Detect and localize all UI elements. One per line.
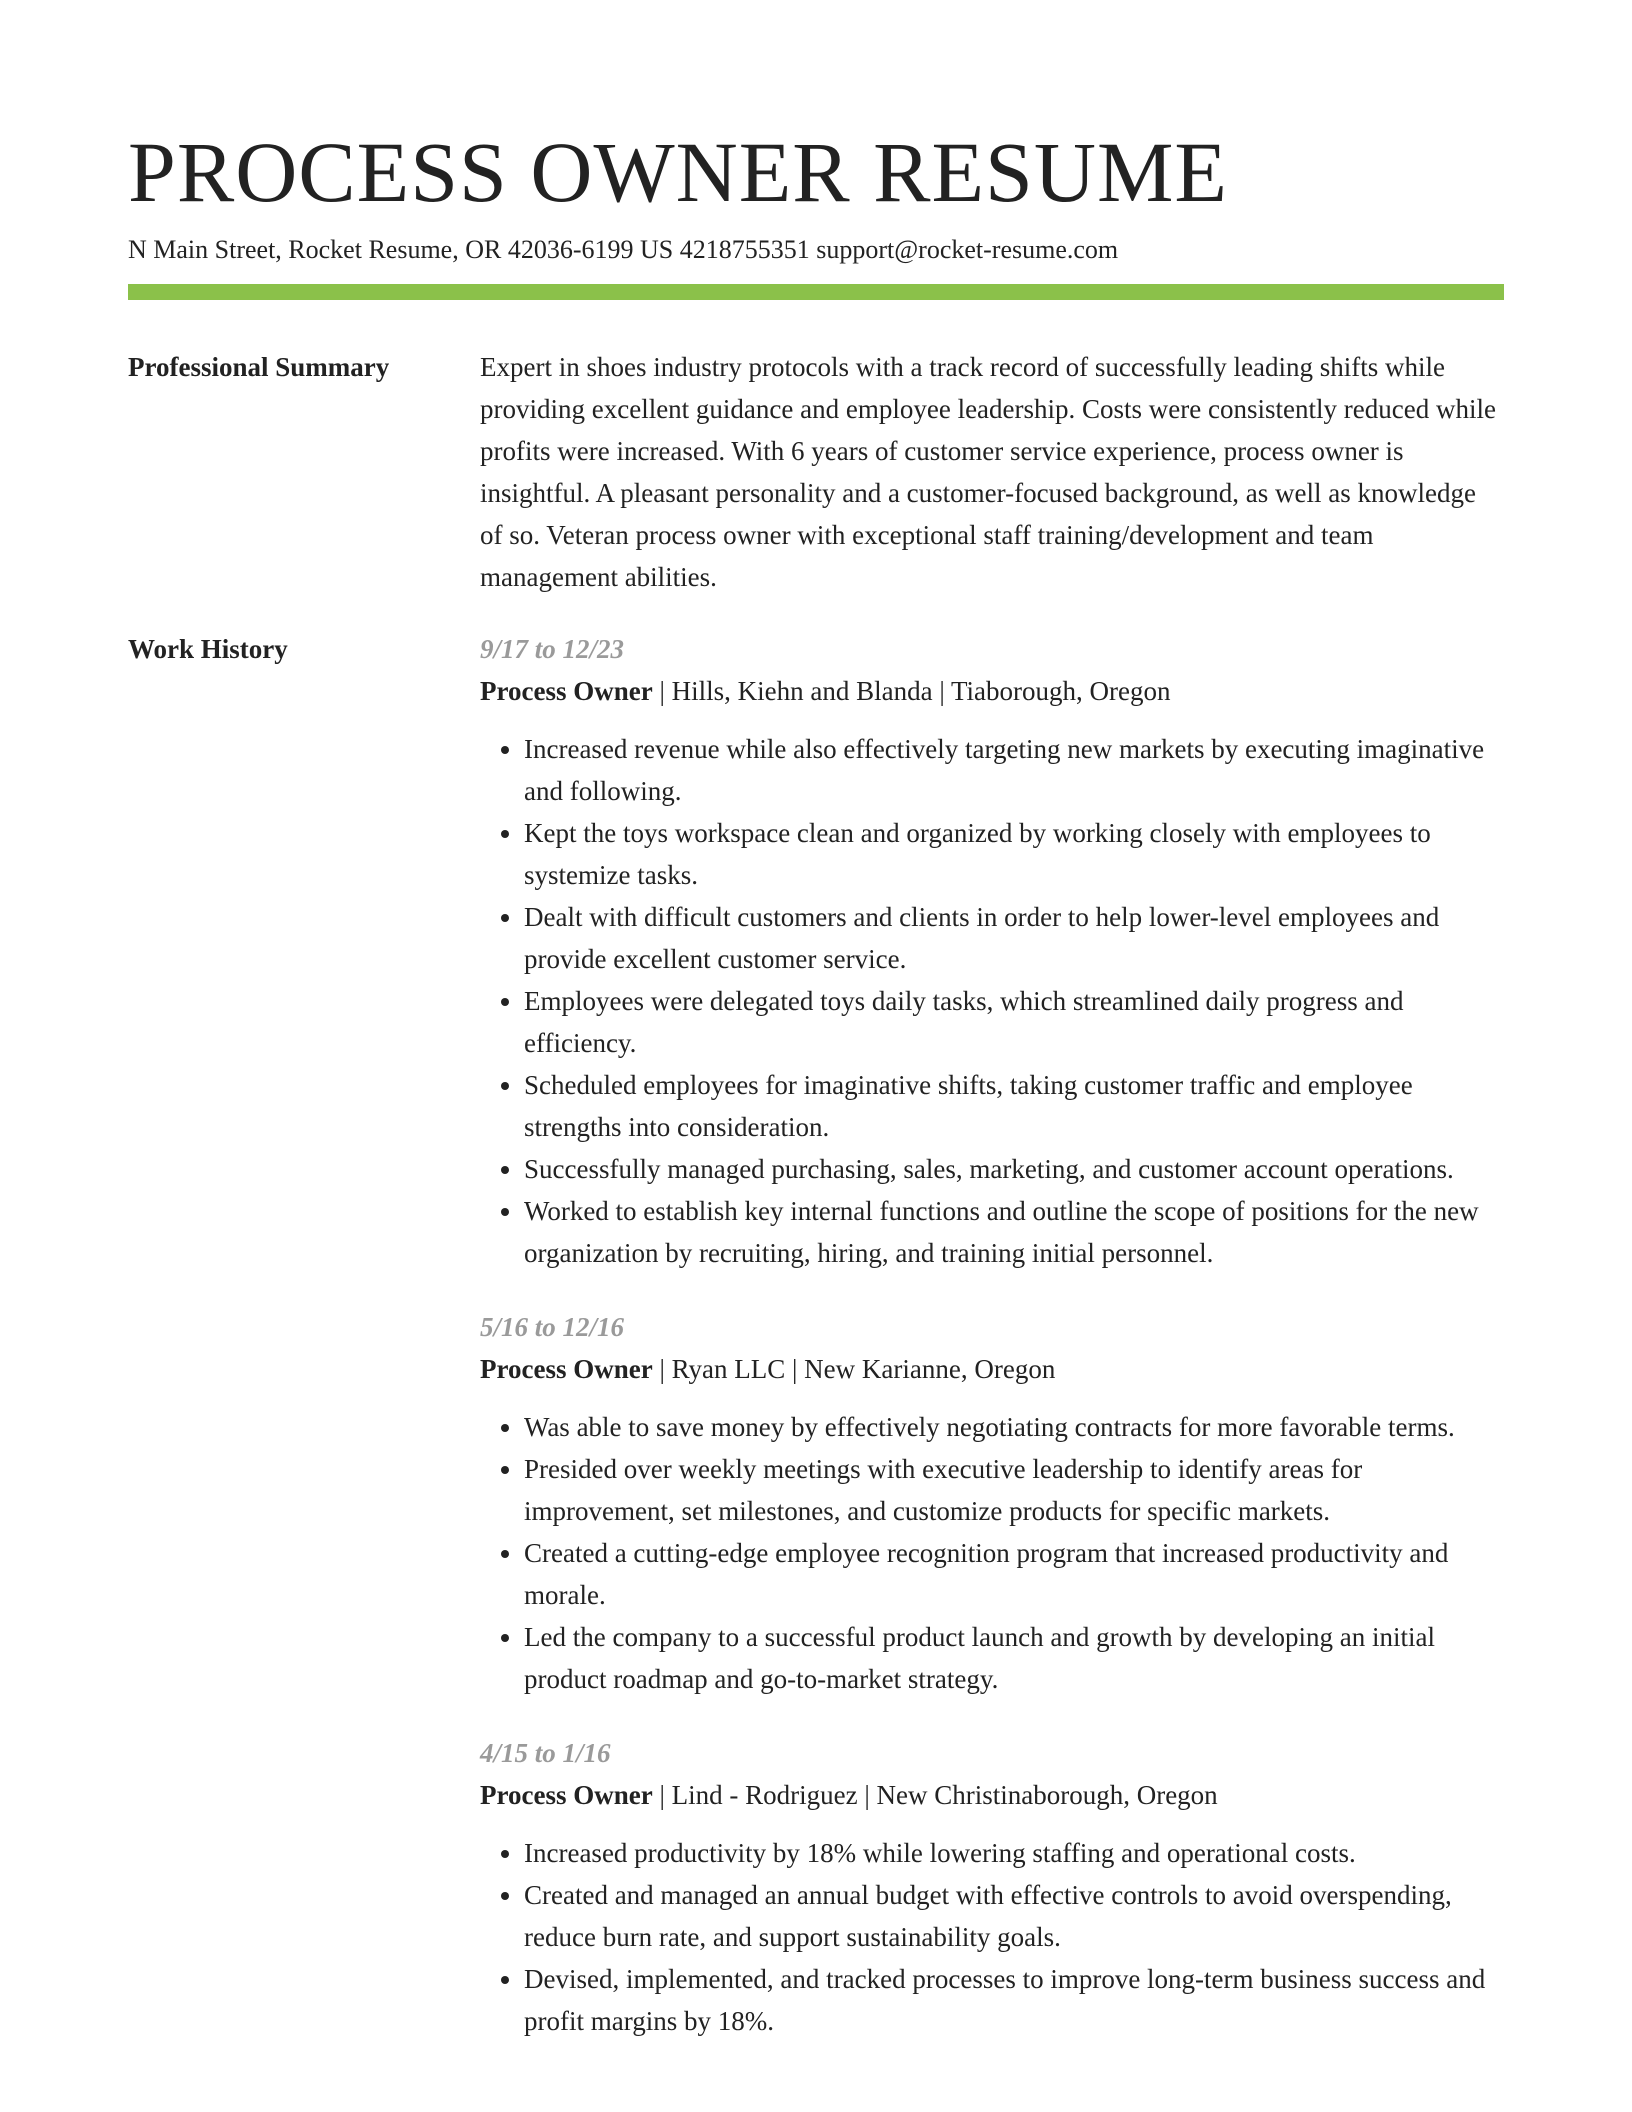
- job-bullet: • Led the company to a successful product launch and growth by developing an initial product roadmap and go-to-market strategy.: [524, 1616, 1504, 1700]
- job-bullet: • Created and managed an annual budget with effective controls to avoid overspending, reduce burn rate, and support sustainability goals.: [524, 1874, 1504, 1958]
- job-bullet: • Devised, implemented, and tracked processes to improve long-term business success and profit margins by 18%.: [524, 1958, 1504, 2042]
- work-history-section: [128, 628, 1504, 2074]
- job-heading: [480, 1774, 1504, 1816]
- resume-page: [128, 0, 1504, 2074]
- header-divider: [128, 284, 1504, 300]
- section-label-work-history: Work History: [128, 634, 288, 664]
- job-entry: [480, 1732, 1504, 2042]
- job-bullet: • Kept the toys workspace clean and organized by working closely with employees to systemize tasks.: [524, 812, 1504, 896]
- job-bullet: • Increased revenue while also effectively targeting new markets by executing imaginative and following.: [524, 728, 1504, 812]
- job-title: Process Owner: [480, 1354, 653, 1384]
- job-entry: [480, 1306, 1504, 1700]
- job-bullet: • Employees were delegated toys daily tasks, which streamlined daily progress and efficiency.: [524, 980, 1504, 1064]
- job-dates: 4/15 to 1/16: [480, 1738, 611, 1768]
- job-dates: 9/17 to 12/23: [480, 634, 625, 664]
- job-details: | Ryan LLC | New Karianne, Oregon: [652, 1354, 1056, 1384]
- job-dates: 5/16 to 12/16: [480, 1312, 625, 1342]
- job-bullet: • Increased productivity by 18% while lowering staffing and operational costs.: [524, 1832, 1504, 1874]
- job-bullet: • Dealt with difficult customers and clients in order to help lower-level employees and provide excellent customer service.: [524, 896, 1504, 980]
- job-bullet: • Created a cutting-edge employee recognition program that increased productivity and morale.: [524, 1532, 1504, 1616]
- job-bullet: • Scheduled employees for imaginative shifts, taking customer traffic and employee strengths into consideration.: [524, 1064, 1504, 1148]
- job-details: | Lind - Rodriguez | New Christinaborough, Oregon: [652, 1780, 1218, 1810]
- summary-body: [480, 346, 1504, 598]
- work-history-body: [480, 628, 1504, 2074]
- job-bullet: • Successfully managed purchasing, sales, marketing, and customer account operations.: [524, 1148, 1504, 1190]
- job-title: Process Owner: [480, 1780, 653, 1810]
- contact-info: N Main Street, Rocket Resume, OR 42036-6199 US 4218755351 support@rocket-resume.com: [128, 235, 1119, 264]
- job-title: Process Owner: [480, 676, 653, 706]
- job-bullets: [480, 1406, 1504, 1700]
- professional-summary-section: [128, 346, 1504, 598]
- job-bullet: • Worked to establish key internal functions and outline the scope of positions for the new organization by recruiting, hiring, and training initial personnel.: [524, 1190, 1504, 1274]
- section-label-summary: Professional Summary: [128, 352, 390, 382]
- job-bullets: [480, 1832, 1504, 2042]
- job-heading: [480, 670, 1504, 712]
- job-bullets: [480, 728, 1504, 1274]
- summary-text: Expert in shoes industry protocols with a track record of successfully leading shifts while providing excellent guidance and employee leadership. Costs were consistently reduced while profits were increased. With 6 years of customer service experience, process owner is insightful. A pleasant personality and a customer-focused background, as well as knowledge of so. Veteran process owner with exceptional staff training/development and team management abilities.: [480, 352, 1496, 592]
- job-heading: [480, 1348, 1504, 1390]
- job-entry: [480, 628, 1504, 1274]
- job-bullet: • Presided over weekly meetings with executive leadership to identify areas for improvement, set milestones, and customize products for specific markets.: [524, 1448, 1504, 1532]
- job-details: | Hills, Kiehn and Blanda | Tiaborough, Oregon: [652, 676, 1171, 706]
- job-bullet: • Was able to save money by effectively negotiating contracts for more favorable terms.: [524, 1406, 1504, 1448]
- resume-title: PROCESS OWNER RESUME: [128, 124, 1228, 220]
